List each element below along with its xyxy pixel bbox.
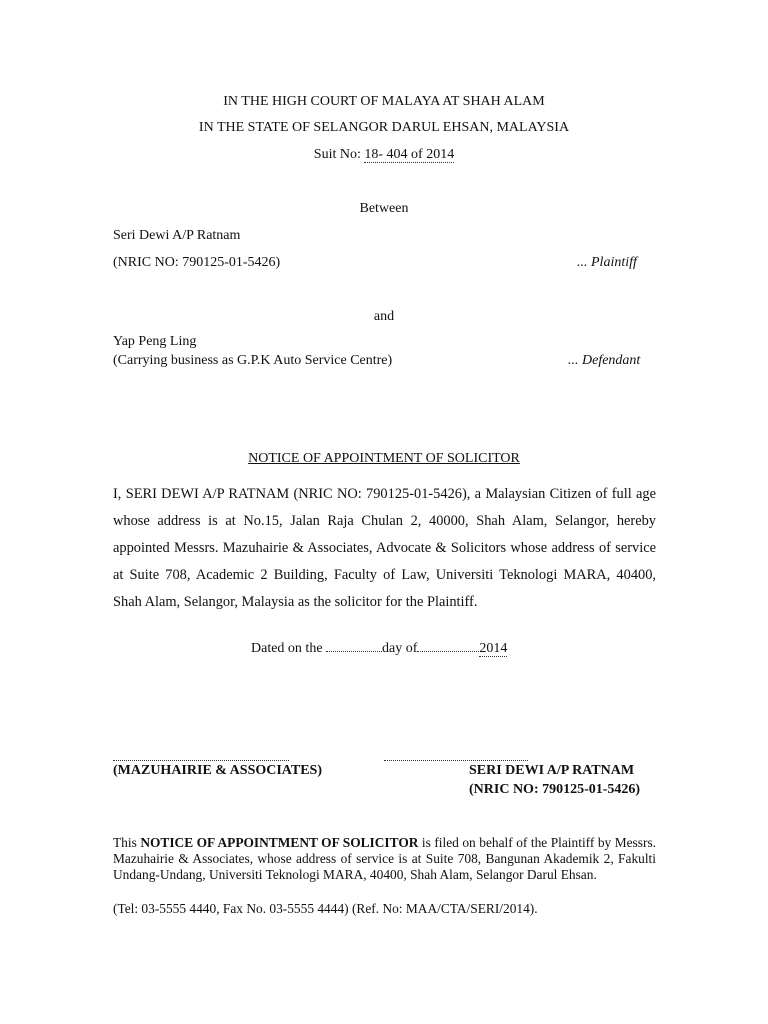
filing-note	[113, 835, 656, 883]
solicitor-signatory: (MAZUHAIRIE & ASSOCIATES)	[113, 763, 322, 778]
day-blank	[326, 639, 382, 652]
filing-note-title: NOTICE OF APPOINTMENT OF SOLICITOR	[140, 835, 419, 850]
solicitor-signature-line	[113, 760, 289, 761]
dated-prefix: Dated on the	[251, 641, 327, 656]
plaintiff-signatory-name: SERI DEWI A/P RATNAM	[469, 763, 635, 778]
notice-title: NOTICE OF APPOINTMENT OF SOLICITOR	[248, 451, 520, 466]
and-label: and	[373, 309, 395, 324]
suit-label: Suit No:	[313, 147, 365, 162]
dated-line	[251, 639, 507, 657]
plaintiff-role: ... Plaintiff	[577, 255, 637, 270]
filing-note-text: is filed on behalf of the Plaintiff by Messrs. Mazuhairie & Associates, whose address of service is at Suite 708, Bangunan Akademik 2, Fakulti Undang-Undang, Universiti Teknologi MARA, 40400, Shah Alam, Selangor Darul Ehsan.	[113, 835, 657, 882]
between-label: Between	[359, 201, 409, 216]
defendant-business: (Carrying business as G.P.K Auto Service Centre)	[113, 353, 393, 368]
dated-year: 2014	[479, 641, 508, 656]
defendant-name: Yap Peng Ling	[113, 334, 197, 349]
suit-number: 18- 404 of 2014	[364, 147, 455, 162]
suit-number-line	[0, 147, 768, 163]
plaintiff-name: Seri Dewi A/P Ratnam	[113, 228, 241, 243]
plaintiff-signatory-nric: (NRIC NO: 790125-01-5426)	[469, 782, 641, 797]
month-blank	[417, 639, 479, 652]
contact-line: (Tel: 03-5555 4440, Fax No. 03-5555 4444) (Ref. No: MAA/CTA/SERI/2014).	[113, 901, 538, 916]
court-heading: IN THE HIGH COURT OF MALAYA AT SHAH ALAM	[223, 94, 545, 109]
state-heading: IN THE STATE OF SELANGOR DARUL EHSAN, MALAYSIA	[198, 120, 570, 135]
filing-note-lead: This	[113, 835, 141, 850]
defendant-role: ... Defendant	[568, 353, 641, 368]
dated-middle: day of	[382, 641, 418, 656]
plaintiff-nric: (NRIC NO: 790125-01-5426)	[113, 255, 281, 270]
appointment-paragraph: I, SERI DEWI A/P RATNAM (NRIC NO: 790125-01-5426), a Malaysian Citizen of full age whose address is at No.15, Jalan Raja Chulan 2, 40000, Shah Alam, Selangor, hereby appointed Messrs. Mazuhairie & Associates, Advocate & Solicitors whose address of service at Suite 708, Academic 2 Building, Faculty of Law, Universiti Teknologi MARA, 40400, Shah Alam, Selangor, Malaysia as the solicitor for the Plaintiff.	[113, 486, 656, 610]
plaintiff-signature-line	[384, 760, 528, 761]
